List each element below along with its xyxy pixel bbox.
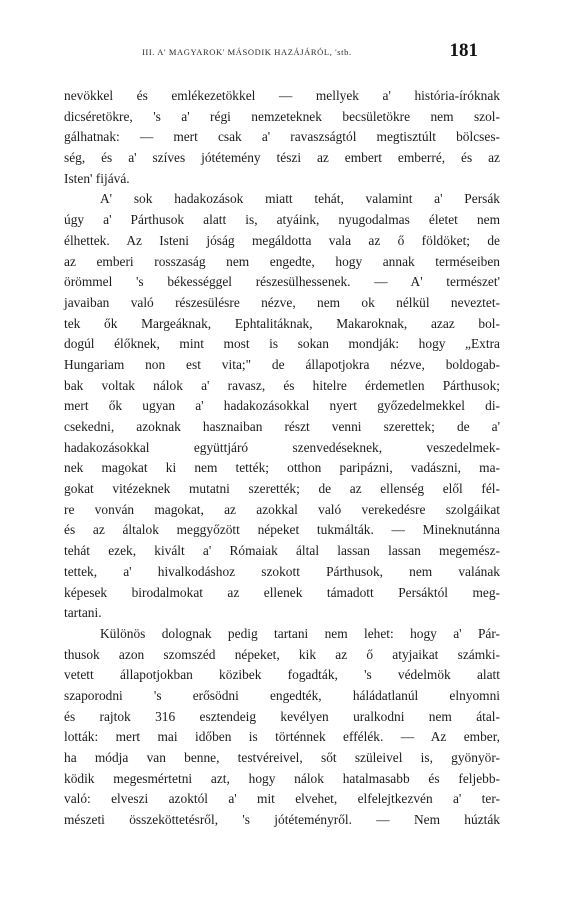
text-line: A' sok hadakozások miatt tehát, valamint a' Persák [100,191,500,207]
text-line: az emberi rosszaság nem engedte, hogy annak terméseiben [64,253,500,269]
page-number: 181 [449,40,478,61]
text-line: örömmel 's békességgel részesülhessenek. — A' természet' [64,274,500,290]
text-line: thusok azon szomszéd népeket, kik az ő atyjaikat számki- [64,646,500,662]
text-line: képesek birodalmokat az ellenek támadott Persáktól meg- [64,584,500,600]
text-line: ha módja van benne, testvéreivel, sőt szüleivel is, gyönyör- [64,750,500,765]
text-line: és rajtok 316 esztendeig kevélyen uralkodni nem átal- [64,708,500,724]
text-line: tehát ezek, kivált a' Rómaiak által lassan lassan megemész- [64,543,500,559]
text-line: javaiban való részesülésre nézve, nem ok nélkül neveztet- [64,294,500,310]
text-line: nek magokat ki nem tették; otthon paripázni, vadászni, ma- [64,460,500,476]
text-line: Hungariam non est vita;" de állapotjokra nézve, boldogab- [64,356,500,372]
text-line: tettek, a' hivalkodáshoz szokott Párthusok, nem valának [64,563,500,579]
text-line: vetett állapotjokban közibek fogadták, 's védelmök alatt [64,667,500,683]
text-line: élhettek. Az Isteni jóság megáldotta vala az ő földöket; de [64,232,500,248]
running-header [142,40,478,64]
body-text [64,86,500,831]
paragraph [64,624,500,831]
text-line: Isten' fijává. [64,170,130,186]
text-line: nevökkel és emlékezetökkel — mellyek a' história-íróknak [64,88,500,103]
text-line: csekedni, azoknak hasznaiban részt venni szerettek; de a' [64,419,500,434]
text-line: dogúl élőknek, mint most is sokan mondják: hogy „Extra [64,336,500,352]
paragraph [64,189,500,623]
text-line: ködik megesmértetni azt, hogy nálok hatalmasabb és feljebb- [64,770,500,786]
text-line: lották: mert mai időben is történnek effélék. — Az ember, [64,729,500,745]
paragraph [64,86,500,189]
text-line: bak voltak nálok a' ravasz, és hitelre érdemetlen Párthusok; [64,377,500,393]
text-line: gálhatnak: — mert csak a' ravaszságtól megtisztúlt bölcses- [64,129,500,145]
text-line: Különös dolognak pedig tartani nem lehet: hogy a' Pár- [100,625,500,641]
text-line: úgy a' Párthusok alatt is, atyáink, nyugodalmas életet nem [64,212,500,228]
text-line: gokat vitézeknek mutatni szerették; de az ellenség elől fél- [64,481,500,497]
text-line: dicséretökre, 's a' régi nemzeteknek becsületökre nem szol- [64,108,500,124]
text-line: szaporodni 's erősödni engedték, háládatlanúl elnyomni [64,687,500,703]
text-line: ség, és a' szíves jótétemény tészi az embert emberré, és az [64,150,500,166]
text-line: és az általok meggyőzött népeket tukmálták. — Mineknutánna [64,522,500,538]
text-line: tartani. [64,605,102,621]
text-line: re vonván magokat, az azokkal való verekedésre szolgáikat [64,501,500,517]
text-line: való: elveszi azoktól a' mit elvehet, elfelejtkezvén a' ter- [64,791,500,807]
text-line: tek ők Margeáknak, Ephtalitáknak, Makaroknak, azaz bol- [64,315,500,331]
text-line: mert ők ugyan a' hadakozásokkal nyert győzedelmekkel di- [64,398,500,414]
text-line: mészeti összeköttetésről, 's jótéteményről. — Nem húzták [64,812,500,828]
running-title: III. A' MAGYAROK' MÁSODIK HAZÁJÁRÓL, 'stb. [142,47,352,57]
text-line: hadakozásokkal együttjáró szenvedéseknek, veszedelmek- [64,439,500,455]
